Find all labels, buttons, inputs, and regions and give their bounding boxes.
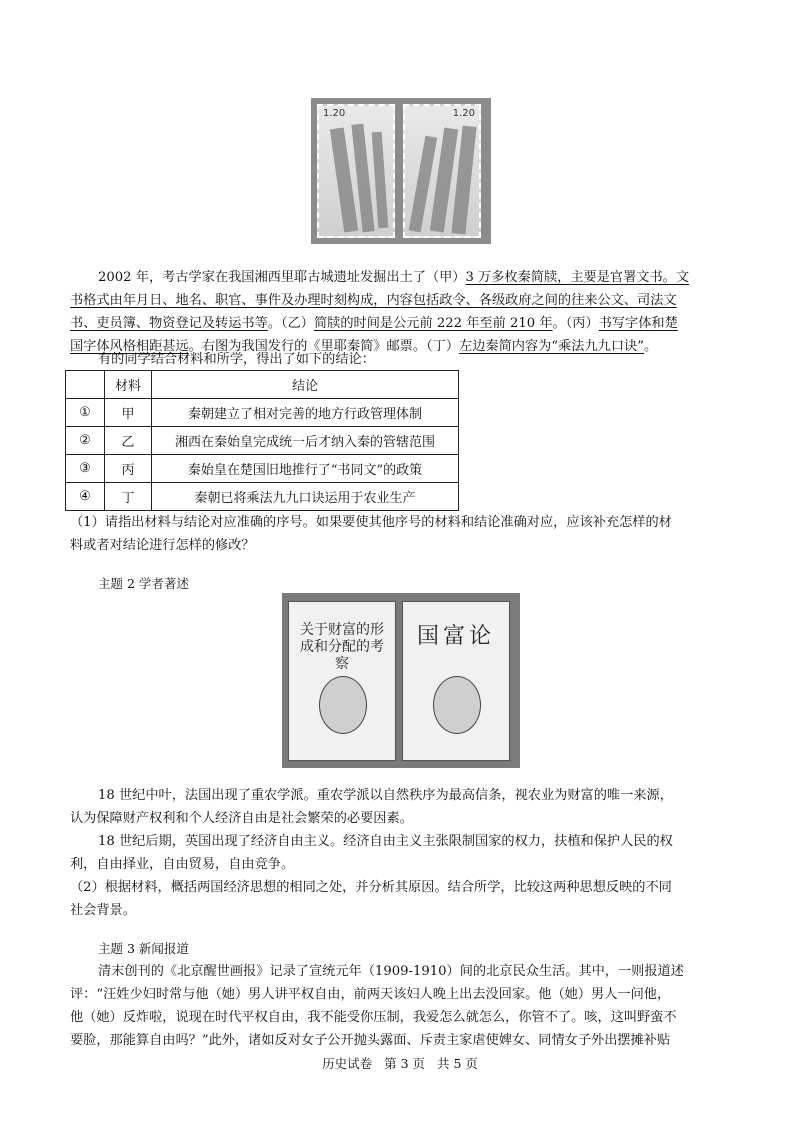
para3-line4: 要脸，那能算自由吗？”此外，诸如反对女子公开抛头露面、斥责主家虐使婢女、同情女子外出摆摊补贴 bbox=[70, 1033, 671, 1048]
row-conclusion: 秦始皇在楚国旧地推行了“书同文”的政策 bbox=[152, 455, 459, 483]
para3-line3: 他（她）反炸啦，说现在时代平权自由，我不能受你压制，我爱怎么就怎么，你管不了。咳，这叫野蛮不 bbox=[70, 1010, 677, 1025]
para1-underline-ding: 左边秦简内容为“乘法九九口诀” bbox=[459, 339, 644, 354]
question1-line2: 料或者对结论进行怎样的修改？ bbox=[70, 538, 255, 553]
portrait-image bbox=[433, 676, 481, 734]
table-row bbox=[66, 455, 459, 483]
para2-line1: 18 世纪中叶，法国出现了重农学派。重农学派以自然秩序为最高信条，视农业为财富的唯一来源， bbox=[98, 788, 673, 803]
row-material: 甲 bbox=[105, 399, 152, 427]
footer-subject: 历史试卷 bbox=[322, 1056, 373, 1071]
para1-underline-jia-end: 书、吏员簿、物资登记及转运书等 bbox=[70, 316, 268, 331]
para1-text: 。 bbox=[643, 339, 658, 354]
para1-line3 bbox=[70, 312, 678, 335]
book-wealth-of-nations bbox=[402, 601, 510, 761]
row-conclusion: 湘西在秦始皇完成统一后才纳入秦的管辖范围 bbox=[152, 427, 459, 455]
table-row bbox=[66, 399, 459, 427]
question1-line1: （1）请指出材料与结论对应准确的序号。如果要使其他序号的材料和结论准确对应，应该补充怎样的材 bbox=[70, 515, 672, 530]
book-reflections bbox=[288, 601, 396, 761]
para1-text: 2002 年，考古学家在我国湘西里耶古城遗址发掘出土了（甲） bbox=[98, 270, 466, 285]
table-header-cell bbox=[66, 371, 105, 399]
para1-text: 。右图为我国发行的《里耶秦简》邮票。（丁） bbox=[188, 339, 460, 354]
stamp-right bbox=[403, 104, 481, 238]
row-material: 丙 bbox=[105, 455, 152, 483]
para1-underline-bing-end: 国字体风格相距甚远 bbox=[70, 339, 189, 354]
stamp-image bbox=[311, 98, 491, 244]
para1-underline-jia: 3 万多枚秦简牍，主要是官署文书。文 bbox=[465, 270, 690, 285]
table-header-cell: 结论 bbox=[152, 371, 459, 399]
portrait-image bbox=[319, 676, 367, 734]
stamp-right-value: 1.20 bbox=[452, 108, 475, 119]
row-number: ③ bbox=[66, 455, 105, 483]
para1-underline-bing: 书写字体和楚 bbox=[598, 316, 678, 331]
table-row bbox=[66, 483, 459, 511]
book2-title: 国富论 bbox=[416, 624, 495, 649]
footer-page: 第 3 页 bbox=[384, 1056, 425, 1071]
row-number: ① bbox=[66, 399, 105, 427]
para1-line5: 有的同学结合材料和所学，得出了如下的结论： bbox=[98, 352, 375, 367]
row-number: ④ bbox=[66, 483, 105, 511]
row-material: 乙 bbox=[105, 427, 152, 455]
question2-line1: （2）根据材料，概括两国经济思想的相同之处，并分析其原因。结合所学，比较这两种思想反映的不同 bbox=[70, 880, 672, 895]
conclusion-table bbox=[65, 370, 459, 511]
para2-line2: 认为保障财产权利和个人经济自由是社会繁荣的必要因素。 bbox=[70, 811, 413, 826]
row-material: 丁 bbox=[105, 483, 152, 511]
table-row bbox=[66, 427, 459, 455]
stamp-left-value: 1.20 bbox=[323, 108, 346, 119]
stamp-left bbox=[317, 104, 395, 238]
para1-text: 。（乙） bbox=[267, 316, 314, 331]
para2-line4: 利，自由择业，自由贸易，自由竞争。 bbox=[70, 857, 295, 872]
question2-line2: 社会背景。 bbox=[70, 903, 136, 918]
row-conclusion: 秦朝建立了相对完善的地方行政管理体制 bbox=[152, 399, 459, 427]
para1-underline-yi: 简牍的时间是公元前 222 年至前 210 年 bbox=[313, 316, 553, 331]
para2-line3: 18 世纪后期，英国出现了经济自由主义。经济自由主义主张限制国家的权力，扶植和保护人民的权 bbox=[98, 834, 673, 849]
para3-line1: 清末创刊的《北京醒世画报》记录了宣统元年（1909-1910）间的北京民众生活。其中，一则报道述 bbox=[98, 964, 684, 979]
para1-underline-jia-cont: 书格式由年月日、地名、职官、事件及办理时刻构成，内容包括政令、各级政府之间的往来公文、司法文 bbox=[70, 293, 677, 308]
footer-total: 共 5 页 bbox=[436, 1056, 478, 1071]
row-number: ② bbox=[66, 427, 105, 455]
para1-line1 bbox=[98, 266, 689, 289]
para1-line2 bbox=[70, 289, 677, 312]
para3-line2: 评：“汪姓少妇时常与他（她）男人讲平权自由，前两天该妇人晚上出去没回家。他（她）男人一问他， bbox=[70, 987, 671, 1002]
topic2-title: 主题 2 学者著述 bbox=[98, 576, 189, 591]
book1-title: 关于财富的形成和分配的考察 bbox=[300, 622, 384, 672]
para1-text: 。（丙） bbox=[552, 316, 599, 331]
books-image bbox=[282, 593, 520, 768]
page-footer bbox=[0, 1054, 800, 1072]
topic3-title: 主题 3 新闻报道 bbox=[98, 941, 189, 956]
table-header-cell: 材料 bbox=[105, 371, 152, 399]
row-conclusion: 秦朝已将乘法九九口诀运用于农业生产 bbox=[152, 483, 459, 511]
table-header-row bbox=[66, 371, 459, 399]
